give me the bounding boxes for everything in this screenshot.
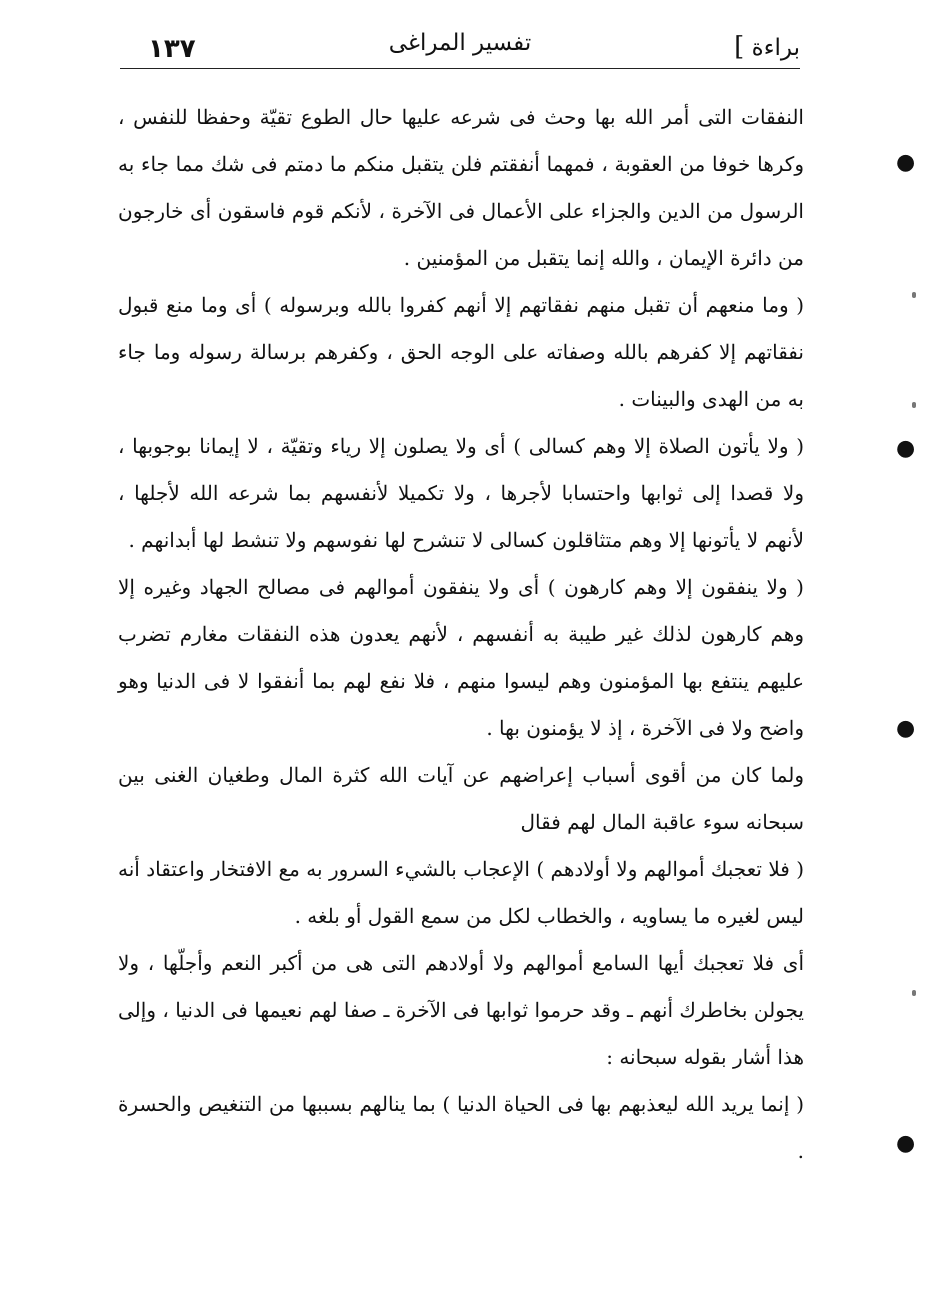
margin-speck [912,990,916,996]
margin-dot-icon: ● [896,716,916,741]
margin-dot-icon: ● [896,436,916,461]
body-text [118,94,804,1175]
section-bracket: ] [734,32,745,62]
running-title: تفسير المراغى [388,30,532,56]
paragraph: ( وما منعهم أن تقبل منهم نفقاتهم إلا أنهم كفروا بالله وبرسوله ) أى وما منع قبول نفقاتهم إلا كفرهم بالله وصفاته على الوجه الحق ، وكفرهم برسالة رسوله وما جاء به من الهدى والبينات . [118,293,804,411]
header-rule [120,68,800,69]
margin-speck [912,292,916,298]
margin-dot-icon: ● [896,1131,916,1156]
paragraph: أى فلا تعجبك أيها السامع أموالهم ولا أولادهم التى هى من أكبر النعم وأجلّها ، ولا يجولن بخاطرك أنهم ـ وقد حرموا ثوابها فى الآخرة ـ صفا لهم نعيمها فى الدنيا ، وإلى هذا أشار بقوله سبحانه : [118,951,804,1069]
page-number: ١٣٧ [148,34,196,64]
paragraph: ( ولا يأتون الصلاة إلا وهم كسالى ) أى ولا يصلون إلا رياء وتقيّة ، لا إيمانا بوجوبها ، ولا قصدا إلى ثوابها واحتسابا لأجرها ، ولا تكميلا لأنفسهم بما شرعه الله لأجلها ، لأنهم لا يأتونها إلا وهم متثاقلون كسالى لا تنشرح لها نفوسهم ولا تنشط لها أبدانهم . [118,434,804,552]
paragraph: النفقات التى أمر الله بها وحث فى شرعه عليها حال الطوع تقيّة وحفظا للنفس ، وكرها خوفا من العقوبة ، فمهما أنفقتم فلن يتقبل منكم ما دمتم فى شك مما جاء به الرسول من الدين والجزاء على الأعمال فى الآخرة ، لأنكم قوم فاسقون أى خارجون من دائرة الإيمان ، والله إنما يتقبل من المؤمنين . [118,105,804,270]
paragraph: ولما كان من أقوى أسباب إعراضهم عن آيات الله كثرة المال وطغيان الغنى بين سبحانه سوء عاقبة المال لهم فقال [118,763,804,834]
margin-dot-icon: ● [896,150,916,175]
section-name-text: براءة [751,35,800,61]
margin-speck [912,402,916,408]
paragraph: ( ولا ينفقون إلا وهم كارهون ) أى ولا ينفقون أموالهم فى مصالح الجهاد وغيره إلا وهم كارهون لذلك غير طيبة به أنفسهم ، لأنهم يعدون هذه النفقات مغارم تضرب عليهم ينتفع بها المؤمنون وهم ليسوا منهم ، فلا نفع لهم بما أنفقوا لا فى الدنيا وهو واضح ولا فى الآخرة ، إذ لا يؤمنون بها . [118,575,804,740]
page-header [120,20,800,66]
section-name [734,32,800,62]
paragraph: ( فلا تعجبك أموالهم ولا أولادهم ) الإعجاب بالشيء السرور به مع الافتخار واعتقاد أنه ليس لغيره ما يساويه ، والخطاب لكل من سمع القول أو بلغه . [118,857,804,928]
paragraph: ( إنما يريد الله ليعذبهم بها فى الحياة الدنيا ) بما ينالهم بسببها من التنغيص والحسرة . [118,1092,804,1163]
